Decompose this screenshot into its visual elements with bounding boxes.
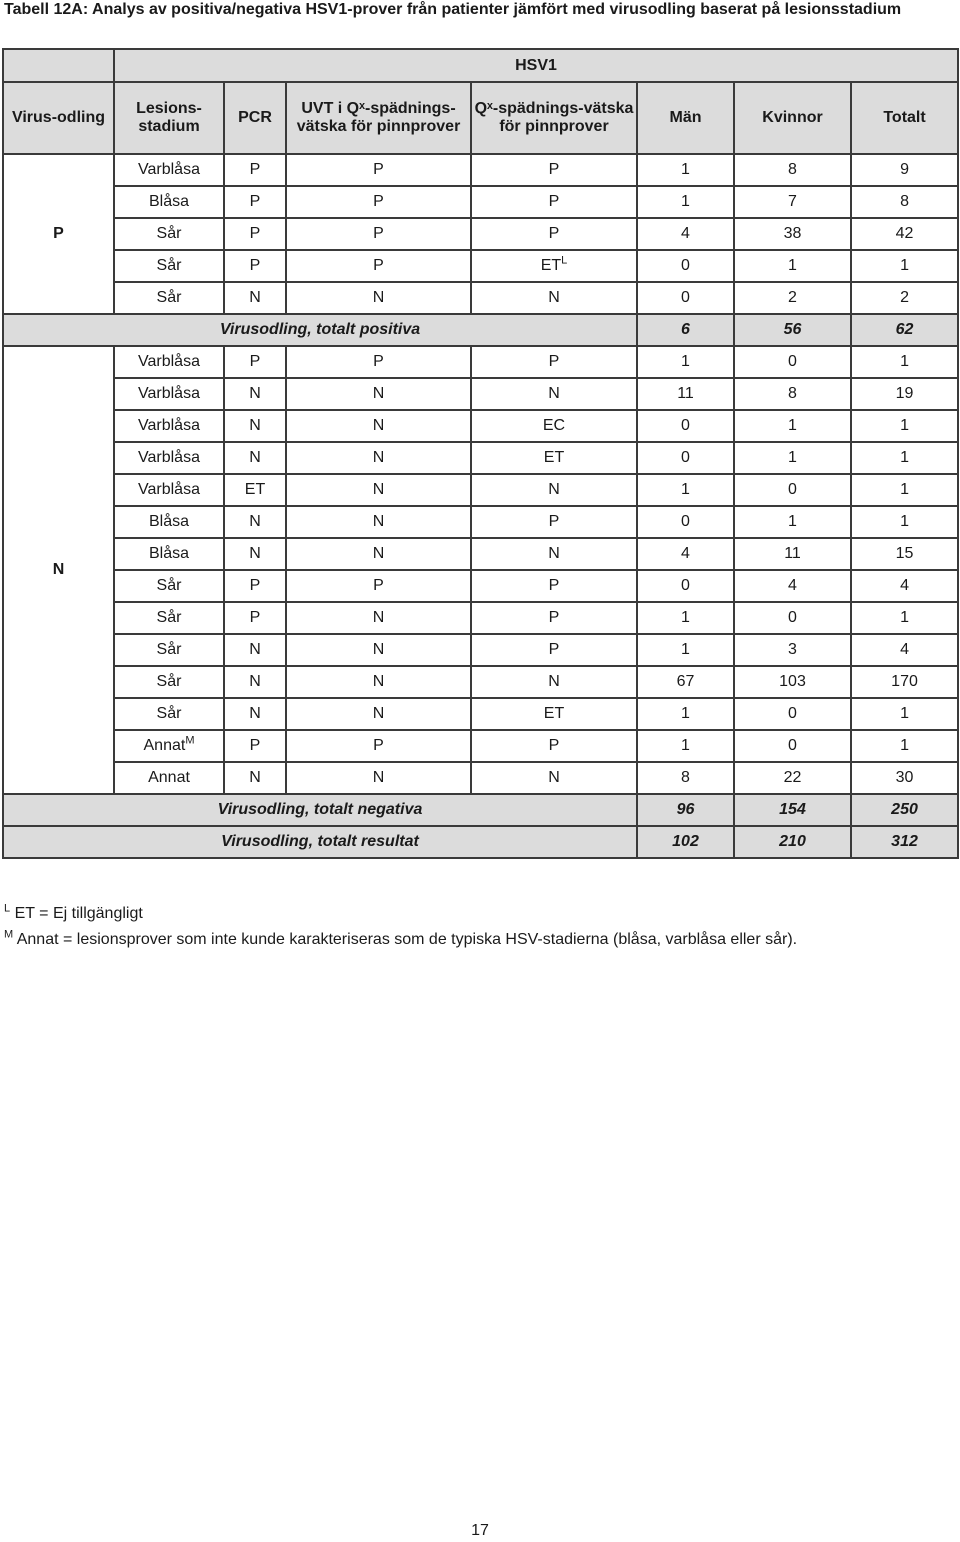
table-row <box>3 506 958 538</box>
lesion-cell <box>114 506 224 538</box>
lesion-cell <box>114 538 224 570</box>
table-row <box>3 602 958 634</box>
table-row <box>3 762 958 794</box>
lesion-cell <box>114 730 224 762</box>
footnote-mark: M <box>4 928 14 941</box>
totalt-cell: 30 <box>851 762 958 794</box>
pcr-cell: P <box>224 346 286 378</box>
man-cell: 1 <box>637 186 734 218</box>
man-cell: 0 <box>637 250 734 282</box>
footnote-mark: L <box>561 254 568 267</box>
qx-cell <box>471 282 637 314</box>
table-row <box>3 698 958 730</box>
qx-cell: N <box>471 666 637 698</box>
table-row <box>3 250 958 282</box>
lesion-cell <box>114 634 224 666</box>
negative-group <box>3 346 958 794</box>
header-lesionsstadium: Lesions-stadium <box>114 82 224 154</box>
summary-totalt: 62 <box>851 314 958 346</box>
kvinnor-cell: 1 <box>734 250 851 282</box>
lesion-cell: Sår <box>114 282 224 314</box>
qx-cell: ET <box>471 698 637 730</box>
header-man: Män <box>637 82 734 154</box>
qx-cell: EC <box>471 410 637 442</box>
kvinnor-cell: 1 <box>734 442 851 474</box>
table-row <box>3 538 958 570</box>
qx-cell <box>471 218 637 250</box>
totalt-cell: 8 <box>851 186 958 218</box>
totalt-cell: 15 <box>851 538 958 570</box>
totalt-cell: 4 <box>851 634 958 666</box>
header-uvt: UVT i Qˣ-spädnings-vätska för pinnprover <box>286 82 471 154</box>
pcr-cell: N <box>224 378 286 410</box>
uvt-cell: N <box>286 538 471 570</box>
uvt-cell: N <box>286 762 471 794</box>
man-cell: 1 <box>637 346 734 378</box>
kvinnor-cell: 4 <box>734 570 851 602</box>
qx-cell <box>471 186 637 218</box>
uvt-cell: N <box>286 378 471 410</box>
pcr-cell: P <box>224 186 286 218</box>
cell-text: N <box>548 289 560 306</box>
man-cell: 0 <box>637 506 734 538</box>
kvinnor-cell: 7 <box>734 186 851 218</box>
pcr-cell: N <box>224 506 286 538</box>
table-row <box>3 442 958 474</box>
uvt-cell: P <box>286 154 471 186</box>
totalt-cell: 19 <box>851 378 958 410</box>
cell-text: Blåsa <box>148 513 190 530</box>
pcr-cell: N <box>224 666 286 698</box>
pcr-cell: ET <box>224 474 286 506</box>
kvinnor-cell: 8 <box>734 378 851 410</box>
footnote-text: Annat = lesionsprover som inte kunde karakteriseras som de typiska HSV-stadierna (blåsa, varblåsa eller sår). <box>13 931 798 948</box>
table-row <box>3 282 958 314</box>
qx-cell: N <box>471 474 637 506</box>
cell-text: Varblåsa <box>138 449 200 466</box>
totalt-cell: 2 <box>851 282 958 314</box>
man-cell: 0 <box>637 442 734 474</box>
kvinnor-cell: 22 <box>734 762 851 794</box>
uvt-cell: P <box>286 218 471 250</box>
kvinnor-cell: 0 <box>734 602 851 634</box>
totalt-cell: 1 <box>851 250 958 282</box>
qx-cell: P <box>471 506 637 538</box>
man-cell: 0 <box>637 570 734 602</box>
totalt-cell: 170 <box>851 666 958 698</box>
kvinnor-cell: 11 <box>734 538 851 570</box>
man-cell: 11 <box>637 378 734 410</box>
summary-row-negative <box>3 794 958 826</box>
pcr-cell: N <box>224 698 286 730</box>
table-row <box>3 186 958 218</box>
kvinnor-cell: 8 <box>734 154 851 186</box>
uvt-cell: P <box>286 186 471 218</box>
pcr-cell: N <box>224 442 286 474</box>
qx-cell: N <box>471 538 637 570</box>
header-pcr: PCR <box>224 82 286 154</box>
footnote-annat <box>4 930 797 949</box>
totalt-cell: 1 <box>851 730 958 762</box>
qx-cell: ET <box>471 442 637 474</box>
header-virusodling: Virus-odling <box>3 82 114 154</box>
summary-row-total <box>3 826 958 858</box>
cell-text: P <box>548 225 560 242</box>
footnote-mark: L <box>4 902 11 915</box>
summary-row-positive <box>3 314 958 346</box>
header-hsv1: HSV1 <box>114 49 958 82</box>
cell-text: Sår <box>156 641 182 658</box>
header-qx: Qˣ-spädnings-vätska för pinnprover <box>471 82 637 154</box>
table-title: Tabell 12A: Analys av positiva/negativa HSV1-prover från patienter jämfört med virusodling baserat på lesionsstadium <box>4 1 902 18</box>
cell-text: Varblåsa <box>138 353 200 370</box>
pcr-cell: N <box>224 282 286 314</box>
table-row <box>3 410 958 442</box>
qx-cell <box>471 250 637 282</box>
uvt-cell: N <box>286 282 471 314</box>
summary-totalt: 250 <box>851 794 958 826</box>
pcr-cell: P <box>224 730 286 762</box>
uvt-cell: N <box>286 506 471 538</box>
table-row <box>3 346 958 378</box>
table-row <box>3 634 958 666</box>
uvt-cell: P <box>286 730 471 762</box>
uvt-cell: N <box>286 666 471 698</box>
pcr-cell: N <box>224 634 286 666</box>
cell-text: Sår <box>156 673 182 690</box>
lesion-cell <box>114 442 224 474</box>
summary-man: 96 <box>637 794 734 826</box>
lesion-cell <box>114 410 224 442</box>
man-cell: 1 <box>637 634 734 666</box>
lesion-cell: Sår <box>114 250 224 282</box>
qx-cell: N <box>471 762 637 794</box>
man-cell: 0 <box>637 282 734 314</box>
cell-text: Annat <box>148 769 190 786</box>
pcr-cell: N <box>224 410 286 442</box>
lesion-cell <box>114 698 224 730</box>
uvt-cell: N <box>286 602 471 634</box>
totalt-cell: 4 <box>851 570 958 602</box>
pcr-cell: P <box>224 218 286 250</box>
positive-summary <box>3 314 958 346</box>
pcr-cell: P <box>224 250 286 282</box>
lesion-cell <box>114 602 224 634</box>
uvt-cell: N <box>286 442 471 474</box>
kvinnor-cell: 2 <box>734 282 851 314</box>
cell-text: ET <box>540 257 562 274</box>
kvinnor-cell: 38 <box>734 218 851 250</box>
kvinnor-cell: 0 <box>734 346 851 378</box>
totalt-cell: 1 <box>851 506 958 538</box>
table-row <box>3 218 958 250</box>
man-cell: 1 <box>637 698 734 730</box>
kvinnor-cell: 0 <box>734 730 851 762</box>
positive-group <box>3 154 958 314</box>
footnote-et <box>4 904 143 923</box>
uvt-cell: N <box>286 474 471 506</box>
man-cell: 4 <box>637 218 734 250</box>
man-cell: 0 <box>637 410 734 442</box>
table-row <box>3 730 958 762</box>
pcr-cell: P <box>224 602 286 634</box>
kvinnor-cell: 1 <box>734 410 851 442</box>
footnote-text: ET = Ej tillgängligt <box>10 905 143 922</box>
hsv1-results-table <box>2 48 959 859</box>
table-row <box>3 154 958 186</box>
pcr-cell: N <box>224 538 286 570</box>
cell-text: Sår <box>156 705 182 722</box>
cell-text: Annat <box>143 737 186 754</box>
man-cell: 67 <box>637 666 734 698</box>
qx-cell: N <box>471 378 637 410</box>
totalt-cell: 1 <box>851 474 958 506</box>
header-kvinnor: Kvinnor <box>734 82 851 154</box>
uvt-cell: N <box>286 634 471 666</box>
totalt-cell: 1 <box>851 442 958 474</box>
lesion-cell <box>114 474 224 506</box>
man-cell: 1 <box>637 474 734 506</box>
qx-cell: P <box>471 602 637 634</box>
uvt-cell: P <box>286 346 471 378</box>
uvt-cell: N <box>286 698 471 730</box>
totalt-cell: 42 <box>851 218 958 250</box>
totalt-cell: 1 <box>851 410 958 442</box>
header-totalt: Totalt <box>851 82 958 154</box>
summary-label: Virusodling, totalt negativa <box>3 794 637 826</box>
kvinnor-cell: 3 <box>734 634 851 666</box>
cell-text: Varblåsa <box>138 481 200 498</box>
man-cell: 4 <box>637 538 734 570</box>
summary-man: 102 <box>637 826 734 858</box>
man-cell: 1 <box>637 602 734 634</box>
totalt-cell: 9 <box>851 154 958 186</box>
cell-text: Sår <box>156 609 182 626</box>
summary-label: Virusodling, totalt resultat <box>3 826 637 858</box>
header-row-columns <box>3 82 958 154</box>
summary-label: Virusodling, totalt positiva <box>3 314 637 346</box>
totalt-cell: 1 <box>851 698 958 730</box>
table-row <box>3 378 958 410</box>
pcr-cell: P <box>224 154 286 186</box>
lesion-cell <box>114 666 224 698</box>
final-summaries <box>3 794 958 858</box>
man-cell: 8 <box>637 762 734 794</box>
kvinnor-cell: 103 <box>734 666 851 698</box>
kvinnor-cell: 0 <box>734 474 851 506</box>
uvt-cell: P <box>286 570 471 602</box>
qx-cell: P <box>471 634 637 666</box>
qx-cell: P <box>471 730 637 762</box>
pcr-cell: N <box>224 762 286 794</box>
qx-cell: P <box>471 346 637 378</box>
summary-man: 6 <box>637 314 734 346</box>
lesion-cell <box>114 378 224 410</box>
totalt-cell: 1 <box>851 346 958 378</box>
uvt-cell: P <box>286 250 471 282</box>
qx-cell: P <box>471 570 637 602</box>
uvt-cell: N <box>286 410 471 442</box>
summary-kvinnor: 154 <box>734 794 851 826</box>
lesion-cell: Blåsa <box>114 186 224 218</box>
lesion-cell <box>114 762 224 794</box>
cell-text: Blåsa <box>148 545 190 562</box>
cell-text: Varblåsa <box>138 385 200 402</box>
cell-text: Varblåsa <box>138 417 200 434</box>
totalt-cell: 1 <box>851 602 958 634</box>
lesion-cell: Varblåsa <box>114 154 224 186</box>
page-number: 17 <box>471 1522 489 1539</box>
summary-totalt: 312 <box>851 826 958 858</box>
header-blank <box>3 49 114 82</box>
summary-kvinnor: 56 <box>734 314 851 346</box>
lesion-cell: Sår <box>114 218 224 250</box>
kvinnor-cell: 1 <box>734 506 851 538</box>
header-row-hsv1 <box>3 49 958 82</box>
table-row <box>3 570 958 602</box>
table-row <box>3 474 958 506</box>
man-cell: 1 <box>637 730 734 762</box>
cell-text: Sår <box>156 577 182 594</box>
lesion-cell <box>114 346 224 378</box>
kvinnor-cell: 0 <box>734 698 851 730</box>
lesion-cell <box>114 570 224 602</box>
footnote-mark: M <box>185 734 195 747</box>
qx-cell <box>471 154 637 186</box>
group-label: P <box>3 154 114 314</box>
summary-kvinnor: 210 <box>734 826 851 858</box>
table-row <box>3 666 958 698</box>
cell-text: P <box>548 161 560 178</box>
cell-text: P <box>548 193 560 210</box>
man-cell: 1 <box>637 154 734 186</box>
group-label: N <box>3 346 114 794</box>
pcr-cell: P <box>224 570 286 602</box>
